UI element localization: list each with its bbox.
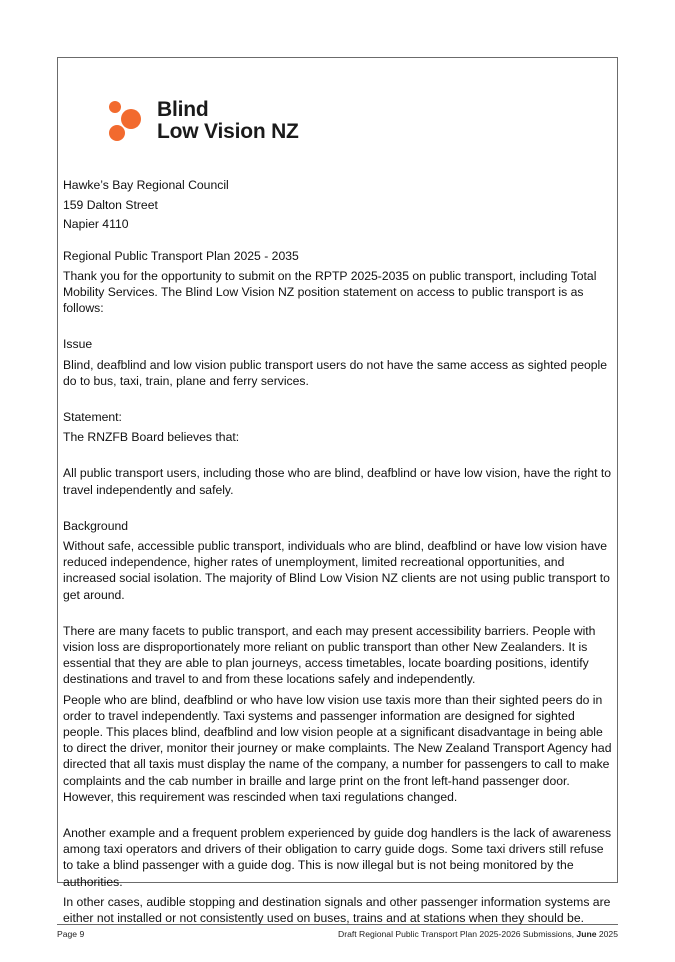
address-line: Napier 4110 — [63, 217, 129, 231]
logo-dot-large — [121, 109, 141, 129]
address-line: 159 Dalton Street — [63, 197, 158, 212]
subject-line: Regional Public Transport Plan 2025 - 2035 — [63, 248, 299, 263]
logo-line-2: Low Vision NZ — [157, 120, 299, 143]
logo-dot-small — [109, 101, 121, 113]
recipient-address — [63, 176, 615, 235]
background-paragraph-5: In other cases, audible stopping and destination signals and other passenger information systems are either not installed or not consistently used on buses, trains and at stations when they should be. — [63, 894, 611, 925]
intro-paragraph: Thank you for the opportunity to submit on the RPTP 2025-2035 on public transport, including Total Mobility Services. The Blind Low Vision NZ position statement on access to public transport is as follows: — [63, 268, 597, 316]
logo-dot-medium — [109, 125, 125, 141]
footer-year: 2025 — [598, 929, 618, 939]
blind-low-vision-nz-logo — [109, 98, 329, 147]
background-paragraph-2: There are many facets to public transport, and each may present accessibility barriers. People with vision loss are disproportionately more reliant on public transport than other New Zealanders. It is essential that they are able to plan journeys, access timetables, locate boarding positions, identify destinations and travel to and from these locations safely and independently. — [63, 623, 596, 687]
issue-heading: Issue — [63, 337, 93, 352]
letter-body — [63, 176, 615, 926]
statement-heading: Statement: — [63, 409, 122, 424]
background-paragraph-4: Another example and a frequent problem experienced by guide dog handlers is the lack of awareness among taxi operators and drivers of their obligation to carry guide dogs. Some taxi drivers still refuse to take a blind passenger with a guide dog. This is now illegal but is not being monitored by the authorities. — [63, 825, 612, 889]
background-paragraph-3: People who are blind, deafblind or who have low vision use taxis more than their sighted peers do in order to travel independently. Taxi systems and passenger information are designed for sighted people. This places blind, deafblind and low vision people at a significant disadvantage in being able to direct the driver, monitor their journey or make complaints. The New Zealand Transport Agency had directed that all taxis must display the name of the company, a number for passengers to call to make complaints and the cab number in braille and large print on the front left-hand passenger door. However, this requirement was rescinded when taxi regulations changed. — [63, 692, 612, 804]
logo-line-1: Blind — [157, 98, 209, 121]
statement-intro: The RNZFB Board believes that: — [63, 430, 240, 445]
statement-paragraph: All public transport users, including those who are blind, deafblind or have low vision, have the right to travel independently and safely. — [63, 466, 612, 497]
background-heading: Background — [63, 518, 129, 533]
background-paragraph-1: Without safe, accessible public transport, individuals who are blind, deafblind or have low vision have reduced independence, higher rates of unemployment, limited recreational opportunities, and increased social isolation. The majority of Blind Low Vision NZ clients are not using public transport to get around. — [63, 538, 610, 602]
page-number: Page 9 — [57, 929, 85, 939]
page-footer — [57, 924, 618, 939]
issue-paragraph: Blind, deafblind and low vision public transport users do not have the same access as sighted people do to bus, taxi, train, plane and ferry services. — [63, 357, 608, 388]
address-line: Hawke’s Bay Regional Council — [63, 178, 229, 192]
logo-wordmark — [157, 99, 299, 143]
footer-title-text: Draft Regional Public Transport Plan 2025-2026 Submissions, — [338, 929, 575, 939]
footer-document-title — [338, 929, 618, 939]
footer-month: June — [576, 929, 597, 939]
